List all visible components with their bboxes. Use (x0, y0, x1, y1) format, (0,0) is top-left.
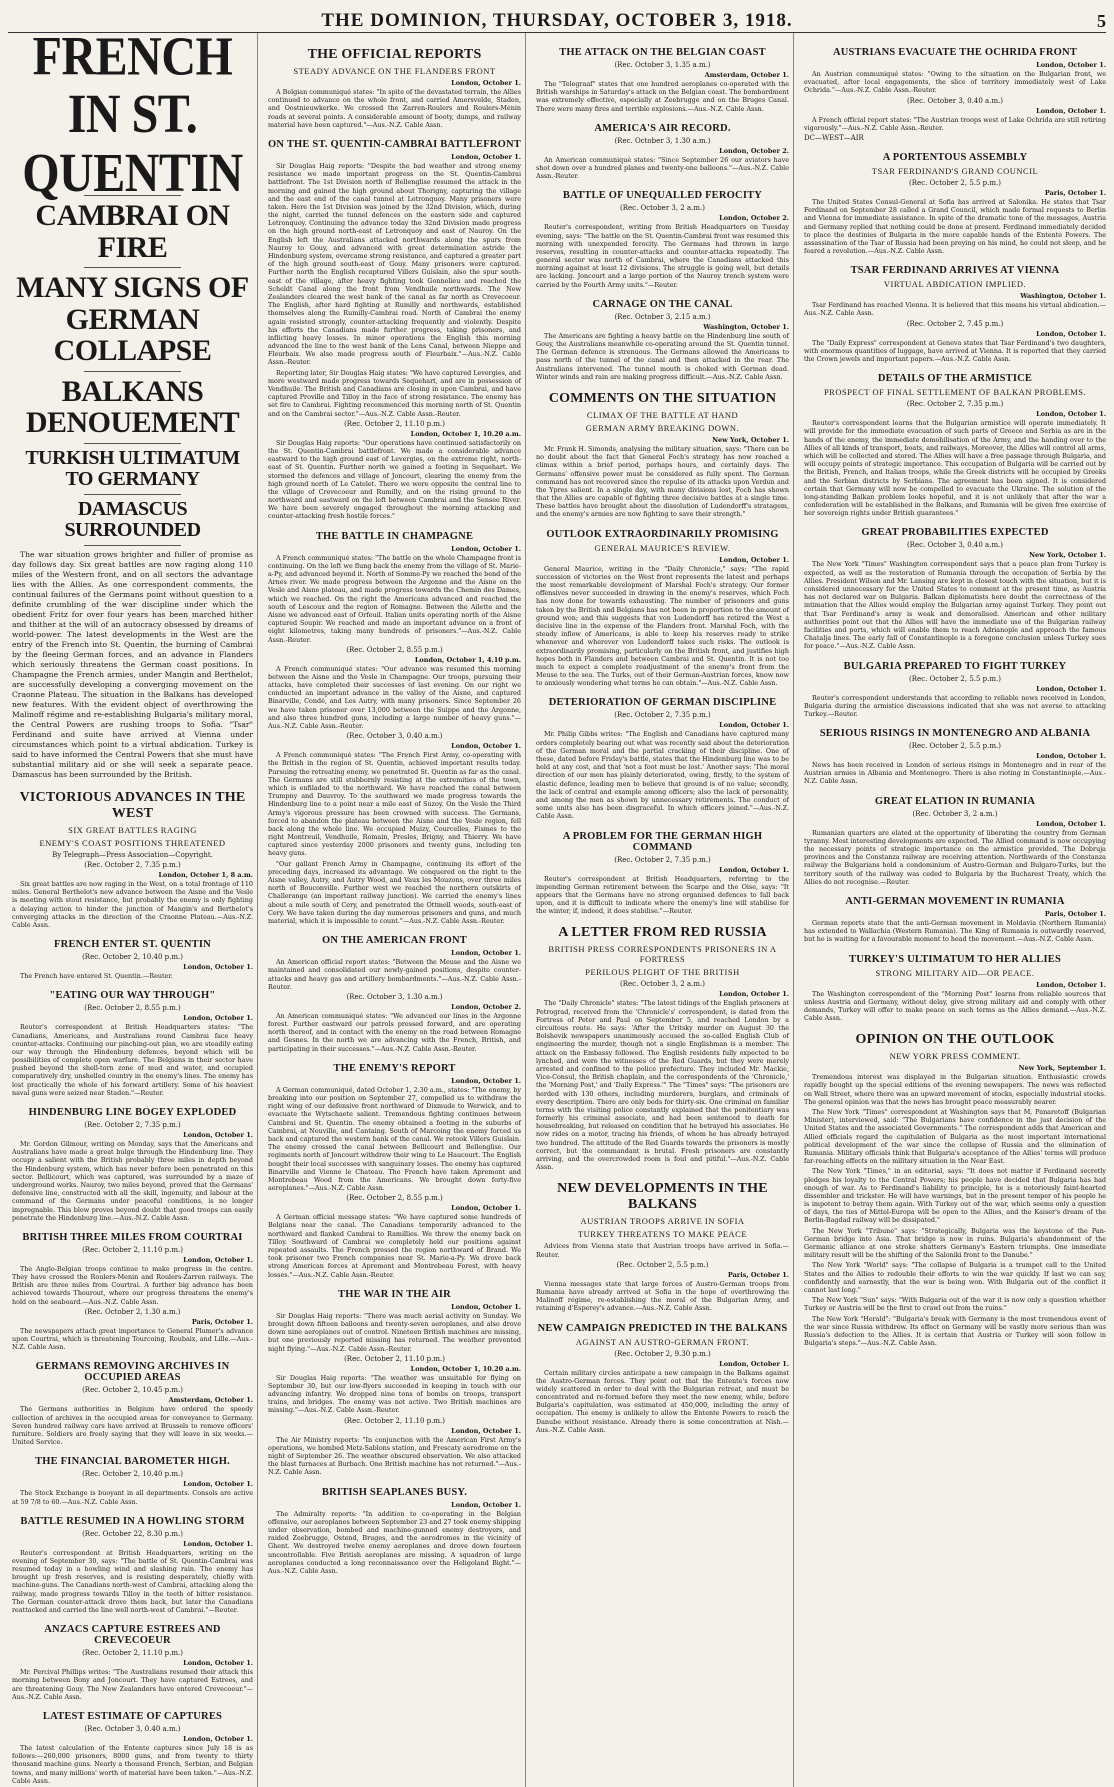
subheading: PROSPECT OF FINAL SETTLEMENT OF BALKAN PROBLEMS. (823, 387, 1087, 398)
section-heading: THE ENEMY'S REPORT (333, 1062, 456, 1074)
received-time: (Rec. October 22, 8.30 p.m.) (82, 1529, 183, 1538)
dateline: London, October 1. (719, 865, 789, 874)
dateline: London, October 1. (1036, 752, 1106, 761)
section-heading: ANZACS CAPTURE ESTREES AND CREVECOEUR (44, 1624, 221, 1647)
article-body: An American communiqué states: "We advanced our lines in the Argonne forest. Further eastward our patrols pressed forward, and are operating north thereof, and in contact with the enemy on the road between Romagne and Gesnes. In the north we are advancing with the French, British, and participating in their successes."—Aus.-N.Z. Cable Assn.-Reuter. (268, 1011, 521, 1053)
article-body: The latest calculation of the Entente captures since July 18 is as follows:—260,000 prisoners, 8000 guns, and from twenty to thirty thousand machine guns. Nearly a thousand French, Serbian, and Belgian towns, and many millions' worth of material have been taken."—Aus.-N.Z. Cable Assn. (12, 1743, 253, 1785)
received-time: (Rec. October 2, 8.55 p.m.) (346, 1194, 443, 1203)
dateline: London, October 1. (1036, 684, 1106, 693)
article-body: A French communiqué states: "Our advance was resumed this morning between the Aisne and the Vesle in Champagne. Our troops, pursuing their attacks, have completed their successes of last evening. On our right we conducted an important advance in the valley of the Aisne, and captured Binarville, Condé, and Les Autry, with many prisoners. Since September 26 we have taken prisoner over 13,000 between the Suippe and the Argonne, and also three hundred guns, including a large number of heavy guns."—Aus.-N.Z. Cable Assn.-Reuter. (268, 664, 521, 730)
dateline: London, October 1. (183, 1131, 253, 1140)
article-body: Mr. Gordon Gilmour, writing on Monday, says that the Americans and Australians have made a great bulge through the Hindenburg line. They occupy a salient with the British probably three miles in depth beyond the Hindenburg system, which has never before been penetrated on this sector. Bellicourt, which was captured, was surrounded by a maze of underground works. Nauroy, two miles beyond, proved that the Germans' defensive line, constructed with all the skill, ingenuity, and labour at the command of the Germans under peaceful conditions, is no longer impregnable. This blow proves beyond doubt that good troops can easily penetrate the Hindenburg line.—Aus.-N.Z. Cable Assn. (12, 1140, 253, 1222)
section-heading: BATTLE RESUMED IN A HOWLING STORM (20, 1515, 245, 1527)
article-body: An American official report states: "Between the Meuse and the Aisne we maintained and consolidated our newly-gained positions, despite counter-attacks and heavy gas and artillery bombardments."—Aus.-N.Z. Cable Assn.-Reuter. (268, 958, 521, 991)
received-time: (Rec. October 2, 7.35 p.m.) (84, 861, 181, 870)
article-body: Reuter's correspondent at British Headquarters, writing on the evening of September 30, says: "The battle of St. Quentin-Cambrai was resumed today in a howling wind and slashing rain. The enemy has brought up fresh reserves, and is resisting desperately, chiefly with machine-guns. The Canadians north-west of Cambrai, attacking along the railway, made progress towards Tilloy in the teeth of bitter resistance. The German counter-attack drove them back, but later the Canadians reattacked and carried the line well north-west of Cambrai."—Reuter. (12, 1548, 253, 1615)
dateline: Amsterdam, October 1. (704, 71, 789, 79)
dateline: Paris, October 1. (191, 1317, 253, 1326)
dateline: London, October 1. (183, 1014, 253, 1023)
dateline: Amsterdam, October 1. (168, 1396, 253, 1405)
dateline: Washington, October 1. (1020, 292, 1106, 301)
column-1 (8, 26, 258, 1787)
section-heading: TURKEY'S ULTIMATUM TO HER ALLIES (849, 953, 1061, 965)
dateline: London, October 2. (451, 1002, 521, 1011)
article-body: Reuter's correspondent, writing from British Headquarters on Tuesday evening, says: "The battle on the St. Quentin-Cambrai front was resumed this morning with unexpended ferocity. The Germans had thrown in large reserves, resulting in counter-attacks and counter-attacks repeatedly. The general sector was north of Cambrai, where the Canadians attacked this morning against at least 12 divisions. The struggle is going well, but details are lacking. Joncourt and a large portion of the Nauroy trench system were carried by the Fourth Army units."—Reuter. (536, 223, 789, 289)
dateline: London, October 1. (1036, 980, 1106, 989)
received-time: (Rec. October 2, 7.45 p.m.) (906, 319, 1004, 328)
received-time: (Rec. October 2, 11.10 p.m.) (344, 1354, 445, 1363)
section-heading: ON THE AMERICAN FRONT (322, 935, 467, 947)
dateline: Paris, October 1. (727, 1270, 789, 1279)
dateline: London, October 1. (719, 555, 789, 564)
article-body: Six great battles are now raging in the West, on a total frontage of 110 miles. General Berthelot's new advance between the Aisne and the Vesle is meeting with stout resistance, but probably the enemy is only fighting a delaying action to hinder the junction of Mangin's and Berthelot's converging attacks in the direction of the Craonne Plateau.—Aus.-N.Z. Cable Assn. (12, 880, 253, 929)
article-body: An Austrian communiqué states: "Owing to the situation on the Bulgarian front, we evacuated, after local engagements, the slice of territory immediately west of Lake Ochrida."—Aus.-N.Z. Cable Assn.-Reuter. (804, 70, 1106, 95)
article-body: The New York "Times" correspondent at Washington says that M. Panaretoff (Bulgarian Minister), interviewed, said: "The Bulgarians have confidence in the just decision of the United States and the associated Governments." The correspondent adds that American and Allied officials regard the capitulation of Bulgaria as the most important international political development of the war since the collapse of Russia and the elimination of Rumania. Military officials think that Bulgaria's acceptance of the Allies' terms will produce far-reaching effects on the military situation in the Near East. (804, 1108, 1106, 1166)
section-heading: THE BATTLE IN CHAMPAGNE (315, 530, 474, 542)
headline-damascus: DAMASCUS SURROUNDED (64, 497, 201, 541)
headline-turkish: TURKISH ULTIMATUM TO GERMANY (25, 446, 240, 490)
article-body: News has been received in London of serious risings in Montenegro and in rear of the Austrian armies in Albania and Montenegro. There is also rioting in Constantinople.—Aus.-N.Z. Cable Assn. (804, 761, 1106, 786)
section-heading: ON THE ST. QUENTIN-CAMBRAI BATTLEFRONT (268, 138, 521, 150)
column-2 (264, 33, 526, 1787)
dateline: London, October 1. (451, 1426, 521, 1435)
article-body: The New York "World" says: "The collapse of Bulgaria is a trumpet call to the United States and the Allies to redouble their efforts to win the war quickly. If last we can say, confidently and earnestly, that the war is being won. With Bulgaria out of the conflict it cannot last long." (804, 1261, 1106, 1294)
article-body: The New York "Tribune" says: "Strategically, Bulgaria was the keystone of the Pan-German bridge into Asia. That bridge is now in ruins. Bulgaria's abandonment of the Germanic alliance at one stroke shatters Germany's Eastern triumphs. One immediate military result will be the shifting of the Saloniki front to the Danube." (804, 1226, 1106, 1260)
dateline: London, October 1. (451, 152, 521, 161)
dateline: London, October 1. (1036, 61, 1106, 69)
subheading: STEADY ADVANCE ON THE FLANDERS FRONT (293, 66, 496, 76)
article-body: Mr. Frank H. Simonds, analysing the military situation, says: "There can be no doubt about the fact that General Foch's strategy has now reached a climax within a brief period, perhaps hours, and certainly days. The Germans' offensive power must be considered as fully spent. The German command has not recovered since the repulse of its attacks upon Verdun and the Ypres salient. In a single day, with many divisions lost, Foch has shown that the Allies are capable of fighting three decisive battles at a single time. These battles have brought about the dissolution of Ludendorff's stratagem, and the enemy's armies are now fighting to save their strength." (536, 444, 789, 519)
article-body: Reuter's correspondent at British Headquarters, referring to the impending German retirement between the Scarpe and the Oise, says: "It appears that the Germans have no strong organised defences to fall back upon, and it is difficult to indicate where the enemy's line will stabilise for the winter, if, indeed, it does stabilise."—Reuter. (536, 874, 789, 916)
received-time: (Rec. October 3, 2 a.m.) (912, 809, 998, 818)
dateline: London, October 1. (1036, 410, 1106, 419)
section-heading: BATTLE OF UNEQUALLED FEROCITY (562, 190, 763, 202)
subheading: PERILOUS PLIGHT OF THE BRITISH (585, 967, 740, 978)
article-body: General Maurice, writing in the "Daily Chronicle," says: "The rapid succession of victories on the West front represents the latest and perhaps the most remarkable development of Marshal Foch's strategy. Our former offensives never succeeded in drawing in the enemy's reserves, which Foch has now done for towards exhausting. The number of prisoners and guns taken by the British and Belgians has not been in proportion to the amount of ground won; and this suggests that von Ludendorff has retired the West a decisive line in the expense of the Flanders front. Marshal Foch, with the steady inflow of Americans, is able to keep his reserves ready to strike whenever and wherever von Ludendorff takes such risks. The outlook is extraordinarily promising, particularly on the British front, and justifies high hopes both in Flanders and between Cambrai and St. Quentin. It is not too much to expect a complete readjustment of the enemy's front from the Meuse to the sea. The Turks, out of their German-Austrian forces, know now to anxiously wondering what terms he can obtain."—Aus.-N.Z. Cable Assn. (536, 564, 789, 688)
article-body: The New York "Times" Washington correspondent says that a peace plan from Turkey is expected, as well as the restoration of Rumania through the occupation of Serbia by the Allies. President Wilson and Mr. Lansing are kept in closest touch with the situation, but it is considered unnecessary for the United States to comment at the present time, as Austria has not declared war on Bulgaria. Balkan diplomatists here doubt the correctness of the intimation that the Allies would employ the Bulgarian army against Turkey. They point out that Tsar Ferdinand's army is weak and demoralised. American and other military authorities point out that the Allies will have the immediate use of the Bulgarian railway facilities and ports, which will enable them to reach Adrianople and approach the famous Chatalja lines. The early fall of Constantinople is a foregone conclusion unless Turkey sues for peace."—Aus.-N.Z. Cable Assn. (804, 560, 1106, 651)
dateline: London, October 1. (451, 544, 521, 553)
section-heading: NEW DEVELOPMENTS IN THE BALKANS (557, 1181, 768, 1213)
article-body: The Admiralty reports: "In addition to co-operating in the Belgian offensive, our aeroplanes between September 23 and 27 took enemy shipping under observation, bombed and machine-gunned enemy destroyers, and raided Zeebrugge, Ostend, Bruges, and the aerodromes in the vicinity of Ghent. We destroyed twelve enemy aeroplanes and drove down fourteen uncontrollable. Five British aeroplanes are missing. A squadron of large aeroplanes conducted a long reconnaissance over the Heligoland Bight."—Aus.-N.Z. Cable Assn. (268, 1509, 521, 1575)
section-heading: ANTI-GERMAN MOVEMENT IN RUMANIA (845, 895, 1065, 907)
article-body: Sir Douglas Haig reports: "The weather was unsuitable for flying on September 30, but our low-flyers succeeded in keeping in touch with our advancing infantry. We dropped nine tons of bombs on troops, transport trains, and bridges. The enemy was not active. Two British machines are missing."—Aus.-N.Z. Cable Assn.-Reuter. (268, 1373, 521, 1415)
subheading: AGAINST AN AUSTRO-GERMAN FRONT. (575, 1336, 750, 1347)
section-heading: SERIOUS RISINGS IN MONTENEGRO AND ALBANIA (819, 728, 1091, 740)
received-time: (Rec. October 2, 10.40 p.m.) (82, 1470, 183, 1479)
section-heading: THE ATTACK ON THE BELGIAN COAST (559, 47, 766, 58)
dateline: London, October 1. (451, 949, 521, 958)
article-body: Mr. Philip Gibbs writes: "The English and Canadians have captured many orders completely bearing out what was recently said about the deterioration of the German moral and the partial cracking of their discipline. One of these, dated before Friday's battle, states that the Hindenburg line was to be held at any cost, and that 'not a foot must be lost.' Another says: 'The moral direction of our men has plainly deteriorated, owing, firstly, to the system of elastic defence, leading men to believe that ground is of no value; secondly, the lack of central and example among officers; also the lack of personality, and among the men as shown by unnecessary retirements. The conduct of some units also has been disgraceful. In which officers joined."—Aus.-N.Z. Cable Assn. (536, 730, 789, 821)
subheading: TSAR FERDINAND'S GRAND COUNCIL (871, 165, 1039, 176)
received-time: (Rec. October 2, 11.10 p.m.) (82, 1245, 183, 1254)
dateline: London, October 1. (719, 1359, 789, 1368)
received-time: (Rec. October 3, 2.15 a.m.) (614, 312, 711, 321)
section-heading: OPINION ON THE OUTLOOK (855, 1032, 1055, 1048)
section-heading: THE FINANCIAL BAROMETER HIGH. (35, 1456, 230, 1468)
dateline: London, October 1. (451, 1500, 521, 1509)
section-heading: CARNAGE ON THE CANAL (592, 298, 733, 310)
article-body: Sir Douglas Haig reports: "Despite the bad weather and strong enemy resistance we made important progress on the St. Quentin-Cambrai battlefront. The 1st Division north of Bellenglise resumed the attack in the morning and gained the high ground about Thorigny, capturing the village and the east end of the canal tunnel at Letronquoy. Many prisoners were taken. Here the 1st Division was joined by the 32nd Division, which, during the night, carried the tunnel defences on the eastern side and captured Letronquoy. Continuing the advance today the 32nd Division made progress on the high ground north-east of Letronquoy and east of Nauroy. On the English left the Australians attacked northwards along the spurs from Nauroy to Gouy, and advanced with great determination astride the Hindenburg system, overcame strong resistance, and captured a greater part of the high ground south-east of Gouy. Many prisoners were captured. Further north the English recaptured Villers Guislain, also the spur south-east of the village, after heavy fighting took Gonnelieu and reached the Scheldt Canal along the front from Vendhuile northwards. The New Zealanders cleared the west bank of the canal as far north as Crevecoeur. The English, after hard fighting at Rumilly and northwards, established themselves along the Rumilly-Cambrai road. North of Cambrai the enemy again resisted strongly, counter-attacking frequently and violently. Despite his efforts the Canadians made further progress, taking prisoners, and inflicting heavy losses. In minor operations the English this morning advanced the line to the west bank of the Lens Canal, between Nieppe and Fleurbaix. We also made progress south of Fleurbaix."—Aus.-N.Z. Cable Assn.-Reuter. (268, 161, 521, 367)
received-time: (Rec. October 2, 1.30 a.m.) (84, 1307, 181, 1316)
article-body: A Belgian communiqué states: "In spite of the devastated terrain, the Allies continued to advance on the whole front, and carried Amersvelde, Staden, and Oostnieuwkerke. We crossed the Zarren-Roulers and Roulers-Menin roads at several points. A considerable amount of booty, dumps, and railway material have been captured."—Aus.-N.Z. Cable Assn. (268, 88, 521, 129)
dateline: London, October 1. (1036, 329, 1106, 338)
section-heading: BRITISH THREE MILES FROM COURTRAI (22, 1231, 243, 1243)
article-body: Reuter's correspondent learns that the Bulgarian armistice will operate immediately. It will provide for the immediate evacuation of such parts of Greece and Serbia as are in the hands of the enemy, the immediate demobilisation of the Army, and the handing over to the Allies of all kinds of transport, boats, and railways. Moreover, the Allies will control all arms, which will be collected and stored. The Allies will have a free passage through Bulgaria, and will occupy points of strategic importance. This occupation of Bulgaria will be carried out by the British, French, and Italian troops, while the Greek districts will be occupied by Greeks and the Serbian districts by Serbians. The agreement has been signed. It is considered certain that Germany will now be compelled to evacuate the Ukraine. The solution of the long-standing Balkan problem looks hopeful, and it is not unlikely that after the war a confederation will be established in the Balkans, and Rumania will be given free exercise of her sovereign rights under British guarantees." (804, 419, 1106, 518)
dateline: New York, October 1. (1029, 551, 1106, 560)
received-time: (Rec. October 2, 7.35 p.m.) (614, 855, 711, 864)
dateline: London, October 1, 8 a.m. (158, 871, 253, 880)
subheading: TURKEY THREATENS TO MAKE PEACE (577, 1229, 748, 1240)
article-body: Tsar Ferdinand has reached Vienna. It is believed that this means his virtual abdication.—Aus.-N.Z. Cable Assn. (804, 301, 1106, 318)
section-heading: THE WAR IN THE AIR (338, 1288, 451, 1300)
dateline: London, October 1, 4.10 p.m. (414, 655, 521, 664)
received-time: (Rec. October 3, 0.40 a.m.) (84, 1724, 181, 1733)
article-body: Rumanian quarters are elated at the opportunity of liberating the country from German tyranny. Most interesting developments are expected. The Allied command is now occupying the necessary points of strategic importance on the armistice provided. The Dobruja provinces and the Constanza railway are receiving attention. Northwards of the Constanza railway the Bulgarians hold a condominium of Austro-German and Bulgaro-Turks, but the territory south of the railway was ceded to Bulgaria by the Bucharest Treaty, which the Allies do not recognise.—Reuter. (804, 828, 1106, 886)
dateline: London, October 1. (451, 79, 521, 87)
received-time: (Rec. October 2, 7.35 p.m.) (614, 711, 711, 720)
article-body: Sir Douglas Haig reports: "Our operations have continued satisfactorily on the St. Quentin-Cambrai battlefront. We made a considerable advance eastward to the high ground east of Levergies, on the extreme right, north-east of St. Quentin. Further north we gained a footing in Sequehart. We stormed the defences and village of Joncourt, clearing the enemy from the high ground north of Le Catelet. There we were opposite the central line to the village of Crevecoeur and Rumilly, and on the rising ground to the northward and eastward on the left between Cambrai and the Sensee River. We have been severely engaged throughout the morning attacking and counter-attacking fresh hostile forces." (268, 438, 521, 521)
article-body: The Washington correspondent of the "Morning Post" learns from reliable sources that unless Austria and Germany, without delay, give strong military aid and comply with other demands, Turkey will offer to make peace on such terms as the Allies demand.—Aus.-N.Z. Cable Assn. (804, 989, 1106, 1023)
dateline: London, October 1. (451, 1302, 521, 1311)
dateline: London, October 1. (183, 963, 253, 972)
article-body: An American communiqué states: "Since September 26 our aviators have shot down over a hundred planes and twenty-one balloons."—Aus.-N.Z. Cable Assn.-Reuter. (536, 155, 789, 181)
article-body: "Our gallant French Army in Champagne, continuing its effort of the preceding days, increased its advantage. We conquered on the right to the Aisne valley, Autry, and Autry Wood, and Vaux les Mouzons, over three miles north of Bouconville. Further west we reached the northern outskirts of Challerange (an important railway junction). We carried the enemy's lines about a mile south of Cery, and penetrated the Ottmell woods, south-east of Cery. We have taken during the day numerous prisoners and guns, and much material, which it is impossible to count."—Aus.-N.Z. Cable Assn.-Reuter. (268, 859, 521, 925)
article-body: The Stock Exchange is buoyant in all departments. Consols are active at 59 7/8 to 60.—Aus.-N.Z. Cable Assn. (12, 1489, 253, 1506)
main-headline: FRENCH IN ST. QUENTIN (22, 26, 243, 204)
section-heading: TSAR FERDINAND ARRIVES AT VIENNA (850, 265, 1060, 277)
received-time: (Rec. October 2, 8.55 p.m.) (346, 645, 443, 654)
dateline: London, October 1. (1036, 819, 1106, 828)
received-time: (Rec. October 3, 1.30 a.m.) (346, 992, 443, 1001)
dateline: London, October 1, 10.20 a.m. (410, 429, 521, 438)
received-time: (Rec. October 3, 0.40 a.m.) (906, 96, 1004, 105)
section-heading: DETERIORATION OF GERMAN DISCIPLINE (548, 697, 777, 709)
byline: By Telegraph—Press Association—Copyright. (52, 851, 213, 860)
dateline: London, October 1. (719, 990, 789, 999)
article-body: The New York "Herald": "Bulgaria's break with Germany is the most tremendous event of the war since Russia withdrew. Its effect on Germany will be vastly more serious than was Russia's defection to the Allies. It is certain that Austria or Turkey will soon follow in Bulgaria's steps."—Aus.-N.Z. Cable Assn. (804, 1314, 1106, 1348)
article-body: The Germans authorities in Belgium have ordered the speedy collection of archives in the occupied areas for conveyance to Germany. Seven hundred railway cars have arrived at Brussels to remove officers' furniture. Soldiers are freely saying that they will leave in six weeks.—United Service. (12, 1405, 253, 1447)
received-time: (Rec. October 2, 7.35 p.m.) (84, 1121, 181, 1130)
received-time: (Rec. October 2, 5.5 p.m.) (616, 1260, 709, 1269)
dateline: London, October 2. (719, 146, 789, 155)
article-body: A French official report states: "The Austrian troops west of Lake Ochrida are still retiring vigorously."—Aus.-N.Z. Cable Assn.-Reuter. (804, 115, 1106, 132)
section-heading: NEW CAMPAIGN PREDICTED IN THE BALKANS (537, 1322, 788, 1334)
dateline: London, October 1. (183, 1734, 253, 1743)
section-heading: A LETTER FROM RED RUSSIA (558, 925, 767, 941)
section-heading: COMMENTS ON THE SITUATION (548, 390, 777, 406)
article-body: A French communiqué states: "The French First Army, co-operating with the British in the region of St. Quentin, achieved important results today. Pursuing the retreating enemy, we penetrated St. Quentin as far as the canal. The Germans are still stubbornly resisting at the extremities of the town, which is enfiladed to the northward. We have reached the canal between Trumpny and Dauvroy. To the southward we made progress towards the Hindenburg line to a point near a mile east of Suzoy. On the Vesle the Third Army's vigorous pressure has been crowned with success. The Germans, forced to abandon the plateau between the Aisne and the Vesle region, fell back along the whole line. We occupied Muizy, Courcelles, Fismes to the right Montreuil, Vendhuile, Romain, Presles, Brigny, and Thierry. We have captured since yesterday 2000 prisoners and twenty guns, including ten heavy guns. (268, 751, 521, 858)
dateline: London, October 1. (451, 1204, 521, 1213)
dateline: London, October 1. (719, 721, 789, 730)
received-time: (Rec. October 3, 0.40 a.m.) (346, 732, 443, 741)
dateline: London, October 1. (1036, 106, 1106, 115)
subheading: ENEMY'S COAST POSITIONS THREATENED (39, 838, 226, 849)
received-time: (Rec. October 2, 10.40 p.m.) (82, 953, 183, 962)
article-body: The "Daily Express" correspondent at Geneva states that Tsar Ferdinand's two daughters, with enormous quantities of luggage, have arrived at Vienna. It is reported that they carried the Crown jewels and important papers.—Aus.-N.Z. Cable Assn. (804, 338, 1106, 363)
article-body: Certain military circles anticipate a new campaign in the Balkans against the Austro-German forces. They point out that the Entente's forces now widely scattered in order to deal with the Bulgarian retreat, and must be concentrated and re-formed before they meet the new enemy, while, before Bulgaria's capitulation, was estimated at 450,000, including the army of occupation. The enemy is unlikely to allow the Entente Powers to reach the Danube without resistance. Already there is some concentration at Nish.—Aus.-N.Z. Cable Assn. (536, 1368, 789, 1434)
article-body: The United States Consul-General at Sofia has arrived at Salonika. He states that Tsar Ferdinand on September 28 called a Grand Council, which made formal requests to Berlin and Vienna for immediate assistance. In spite of the dramatic tone of the messages, Austria and Germany replied that nothing could be done at present. Ferdinand immediately decided to place the destinies of Bulgaria in the more capable hands of the Entente Powers. The assassination of the Tsar of Russia had been preying on his mind, he could not sleep, and he feared a revolution.—Aus.-N.Z. Cable Assn. (804, 197, 1106, 256)
headline-cambrai: CAMBRAI ON FIRE (35, 199, 230, 264)
section-heading: FRENCH ENTER ST. QUENTIN (54, 939, 211, 951)
section-heading: DETAILS OF THE ARMISTICE (877, 373, 1033, 385)
dateline: Paris, October 1. (1044, 188, 1106, 197)
dateline: London, October 1, 10.20 a.m. (410, 1364, 521, 1373)
article-body: Reporting later, Sir Douglas Haig states: "We have captured Levergies, and more westward made progress towards Sequehart, and are in possession of Vendhuile. The British and Canadians are closing in upon Cambrai, and have captured Proville and Tilloy in the face of strong resistance. The enemy has set fire to Cambrai. Fighting recommenced this morning north of St. Quentin and on the Cambrai sector."—Aus.-N.Z. Cable Assn.-Reuter. (268, 368, 521, 418)
article-body: The New York "Times," in an editorial, says: "It does not matter if Ferdinand secretly pledges his loyalty to the Central Powers; his people have decided that Bulgaria has had enough of war. As to Ferdinand's liability to principle, he is a notoriously faint-hearted dissembler and trickster. He will have warnings, but in the present temper of his people he is impotent to betray them again. With Turkey out of the war, which seems only a question of days, the ties of Mittel-Europa will be open to the Allies, and the Kaiser's dream of the Berlin-Bagdad railway will be dissipated." (804, 1167, 1106, 1225)
article-body: A German official message states: "We have captured some hundreds of Belgians near the canal. The Canadians temporarily advanced to the northward and flanked Cambrai to Ramillies. We threw the enemy back on Tilloy. Southward of Cambrai we completely held our positions against repeated assaults. The French pressed the region northward of Brand. We took prisoner two French companies near St. Marie-a-Py. We drove back strong American forces at Apremont and Montrebeau Forest, with heavy losses."—Aus.-N.Z. Cable Assn.-Reuter. (268, 1213, 521, 1279)
lead-paragraph: The war situation grows brighter and fuller of promise as day follows day. Six great battles are now raging along 110 miles of the Western front, and on all sectors the advantage lies with the Allies. As one correspondent comments, the continual failures of the Germans point without question to a definite crumbling of the war discipline under which the obedient Fritz for over four years has been marched hither and thither at the will of an autocracy obsessed by dreams of world-power. The latest developments in the West are the entry of the French into St. Quentin, the burning of Cambrai by the fleeing German forces, and an advance in Flanders which seriously threatens the German coast positions. In Champagne the French armies, under Mangin and Berthelot, are successfully developing a converging movement on the Craonne Plateau. The situation in the Balkans has developed new features. With the evident object of overthrowing the Malinoff régime and re-establishing Bulgaria's military moral, the Central Powers are rushing troops to Sofia. "Tsar" Ferdinand and suite have arrived at Vienna under circumstances which point to a virtual abdication. Turkey is said to have informed the Central Powers that she must have substantial military aid or she will seek a separate peace. Damascus has been surrounded by the British. (12, 549, 253, 780)
received-time: (Rec. October 2, 8.55 p.m.) (84, 1004, 181, 1013)
article-body: Reuter's correspondent understands that according to reliable news received in London, Bulgaria during the armistice discussions indicated that she was not averse to attacking Turkey.—Reuter. (804, 693, 1106, 718)
dateline: New York, October 1. (712, 435, 789, 444)
article-body: German reports state that the anti-German movement in Moldavia (Northern Rumania) has extended to Wallachia (Western Rumania). The King of Rumania is outwardly reserved, but he is waiting for a favourable moment to head the movement.—Aus.-N.Z. Cable Assn. (804, 918, 1106, 944)
received-time: (Rec. October 2, 5.5 p.m.) (909, 674, 1001, 683)
section-heading: OUTLOOK EXTRAORDINARILY PROMISING (546, 528, 779, 540)
section-heading: VICTORIOUS ADVANCES IN THE WEST (19, 790, 246, 822)
dateline: London, October 1. (183, 1659, 253, 1668)
dateline: Paris, October 1. (1044, 909, 1106, 918)
section-heading: AUSTRIANS EVACUATE THE OCHRIDA FRONT (832, 47, 1078, 58)
article-body: The Americans are fighting a heavy battle on the Hindenburg line south of Gouy, the Australians meanwhile co-operating around the St. Quentin tunnel. The German defence is strenuous. The Germans allowed the Americans to pass north of the tunnel of the canal and then attacked in the rear. The Australians intervened. The tunnel mouth is choked with German dead. Winter winds and rain are making progress difficult.—Aus.-N.Z. Cable Assn. (536, 331, 789, 381)
article-body: The Anglo-Belgian troops continue to make progress in the centre. They have crossed the Roulers-Menin and Roulers-Zarren railways. The British are three miles from Courtrai. A further big advance has been achieved towards Thourout, where our progress threatens the enemy's hold on the seaboard.—Aus.-N.Z. Cable Assn. (12, 1264, 253, 1306)
section-heading: HINDENBURG LINE BOGEY EXPLODED (28, 1107, 237, 1119)
section-heading: BRITISH SEAPLANES BUSY. (321, 1486, 468, 1498)
article-body: Mr. Percival Phillips writes: "The Australians resumed their attack this morning between Bony and Joncourt. They have captured Estrees, and are threatening Gouy. The New Zealanders have entered Crevecoeur."—Aus.-N.Z. Cable Assn. (12, 1668, 253, 1701)
masthead-title: THE DOMINION, THURSDAY, OCTOBER 3, 1918. (321, 10, 793, 31)
wire-tag: DC—WEST—AIR (804, 133, 864, 142)
headline-balkans: BALKANS DENOUEMENT (25, 374, 240, 440)
article-body: The Air Ministry reports: "In conjunction with the American First Army's operations, we bombed Metz-Sablons station, and Frescaty aerodrome on the night of September 26. The weather obscured observation. We also attacked the blast furnaces at Burbach. One British machine has not returned."—Aus.-N.Z. Cable Assn. (268, 1435, 521, 1477)
article-body: The "Telegraaf" states that one hundred aeroplanes co-operated with the British warships in Saturday's attack on the Belgian coast. The bombardment was extremely effective, especially at Zeebrugge and on the Bruges Canal. There were many fires and terrible explosions.—Aus.-N.Z. Cable Assn. (536, 80, 789, 113)
article-body: Advices from Vienna state that Austrian troops have arrived in Sofia.—Reuter. (536, 1242, 789, 1259)
received-time: (Rec. October 3, 0.40 a.m.) (906, 541, 1004, 550)
section-heading: GREAT PROBABILITIES EXPECTED (861, 527, 1049, 539)
section-heading: AMERICA'S AIR RECORD. (594, 122, 731, 134)
received-time: (Rec. October 2, 11.10 p.m.) (82, 1649, 183, 1658)
received-time: (Rec. October 3, 1.35 a.m.) (614, 61, 711, 69)
subheading: GERMAN ARMY BREAKING DOWN. (585, 422, 740, 433)
headline-collapse: MANY SIGNS OF GERMAN COLLAPSE (16, 271, 249, 368)
section-heading: A PROBLEM FOR THE GERMAN HIGH COMMAND (562, 830, 763, 853)
article-body: The newspapers attach great importance to General Plumer's advance upon Courtrai, which is threatening Tourcoing, Roubaix, and Lille.—Aus.-N.Z. Cable Assn. (12, 1326, 253, 1352)
dateline: Washington, October 1. (703, 322, 789, 331)
received-time: (Rec. October 2, 9.30 p.m.) (614, 1349, 711, 1358)
page-number: 5 (1097, 11, 1106, 31)
subheading: SIX GREAT BATTLES RAGING (68, 825, 197, 836)
article-body: A German communiqué, dated October 1, 2.30 a.m., states: "The enemy, by breaking into our position on September 27, compelled us to withdraw the right wing of our defensive front northward of Dixmude to Werwick, and to evacuate the Wytschaete salient. Tremendous fighting continues between Cambrai and St. Quentin. The enemy obtained a footing in the suburbs of Cambrai, at Neuville, and Cantaing. South of Marcoing the enemy forced us back and captured the western bank of the canal. We retook Villers Guislain. The enemy crossed the canal between Bellicourt and Bellenglise. Our regiments north of Joncourt withdrew their wing to Le Haucourt. The English bought their local successes with sanguinary losses. The enemy has captured Binarville and Vienne le Chateau. The French have taken Apremont and Montrebeau Wood from the Americans. We brought down forty-five aeroplanes."—Aus.-N.Z. Cable Assn. (268, 1085, 521, 1193)
column-4 (800, 33, 1110, 1787)
dateline: London, October 1. (183, 1480, 253, 1489)
received-time: (Rec. October 3, 1.30 a.m.) (614, 136, 711, 145)
received-time: (Rec. October 2, 5.5 p.m.) (909, 178, 1001, 187)
column-3 (532, 33, 794, 1787)
dateline: London, October 1. (183, 1539, 253, 1548)
dateline: London, October 1. (183, 1255, 253, 1264)
subheading: CLIMAX OF THE BATTLE AT HAND (586, 409, 739, 420)
section-heading: THE OFFICIAL REPORTS (307, 47, 482, 62)
section-heading: BULGARIA PREPARED TO FIGHT TURKEY (843, 660, 1067, 672)
dateline: New York, September 1. (1018, 1064, 1106, 1073)
article-body: The "Daily Chronicle" states: "The latest tidings of the English prisoners at Petrograd, received from the 'Chronicle's' correspondent, is dated from the Fortress of Peter and Paul on September 5, and reached London by a circuitous route. He says: 'After the Uritsky murder on August 30 the Bolshevik newspapers unanimously accused the so-called English Club of engineering the murder, though not a single Englishman is a member. The attack on the Embassy followed. The English residents fully expected to be lynched, and were the witnesses of the Red Guards, but they were merely arrested and confined to the police prefecture. They included Mr. Mackie, Vice-Consul, the British chaplain, and the correspondents of the 'Chronicle,' the 'Morning Post,' and 'Daily Express.'" The "Times" says: "The prisoners are herded with 130 others, including murderers, burglars, and criminals of every description. There are only beds for thirty-six. One criminal on familiar terms with the visiting police constantly explained that the penitentiary was formerly his criminal associate, and had been sentenced to death for housebreaking, but released on condition that he betrayed his associates. He now rides on a motor, tracing his friends, of whom he has already betrayed two hundred. The attitude of the Red Guards towards the prisoners is mostly correct, but the commandant is brutal. Fresh prisoners are constantly arriving, and the overcrowded room is foul and pitiful."—Aus.-N.Z. Cable Assn. (536, 999, 789, 1172)
section-heading: A PORTENTOUS ASSEMBLY (882, 151, 1028, 163)
dateline: London, October 1. (451, 742, 521, 751)
received-time: (Rec. October 2, 11.10 p.m.) (344, 1416, 445, 1425)
section-heading: GREAT ELATION IN RUMANIA (874, 795, 1036, 807)
received-time: (Rec. October 2, 10.45 p.m.) (82, 1386, 183, 1395)
subheading: NEW YORK PRESS COMMENT. (889, 1051, 1021, 1062)
received-time: (Rec. October 2, 5.5 p.m.) (909, 742, 1001, 751)
article-body: The French have entered St. Quentin.—Reuter. (20, 972, 173, 981)
subheading: VIRTUAL ABDICATION IMPLIED. (883, 279, 1027, 290)
article-body: Sir Douglas Haig reports: "There was much aerial activity on Sunday. We brought down fifteen balloons and twenty-seven aeroplanes, and also drove down nine aeroplanes out of control. Nineteen British machines are missing, but one previously reported missing has returned. The weather prevented night flying."—Aus.-N.Z. Cable Assn.-Reuter. (268, 1311, 521, 1353)
section-heading: GERMANS REMOVING ARCHIVES IN OCCUPIED AREAS (35, 1361, 230, 1384)
dateline: London, October 1. (451, 1076, 521, 1085)
section-heading: "EATING OUR WAY THROUGH" (49, 990, 216, 1002)
received-time: (Rec. October 3, 2 a.m.) (620, 204, 705, 213)
subheading: AUSTRIAN TROOPS ARRIVE IN SOFIA (580, 1216, 745, 1227)
article-body: Vienna messages state that large forces of Austro-German troops from Rumania have already arrived at Sofia in the hope of overthrowing the Malinoff régime, re-establishing the moral of the Bulgarian Army, and retaining d'Esperey's advance.—Aus.-N.Z. Cable Assn. (536, 1279, 789, 1313)
subheading: BRITISH PRESS CORRESPONDENTS PRISONERS IN A FORTRESS (548, 944, 777, 965)
dateline: London, October 2. (719, 214, 789, 223)
received-time: (Rec. October 2, 11.10 p.m.) (344, 419, 445, 428)
section-heading: LATEST ESTIMATE OF CAPTURES (42, 1710, 223, 1722)
subheading: GENERAL MAURICE'S REVIEW. (594, 542, 731, 553)
received-time: (Rec. October 3, 2 a.m.) (620, 980, 705, 989)
article-body: The New York "Sun" says: "With Bulgaria out of the war it is now only a question whether Turkey or Austria will be the first to crawl out from the ruins." (804, 1296, 1106, 1313)
subheading: STRONG MILITARY AID—OR PEACE. (875, 967, 1035, 978)
article-body: Reuter's correspondent at British Headquarters states: "The Canadians, Americans, and Australians round Cambrai face heavy counter-attacks. Continuing our pinching-out plan, we are steadily eating our way through the Hindenburg defences, beyond which will be possibilities of complete open warfare. The Belgians in their sector have pushed beyond the shell-torn zone of mud and water, and occupied comparatively dry, unshelled country in the enemy's lines. The enemy has lost practically the whole of his forward artillery. Some of his heaviest naval guns were seized near Staden."—Reuter. (12, 1023, 253, 1097)
article-body: A French communiqué states: "The battle on the whole Champagne front is continuing. On the left we flung back the enemy from the village of St. Marie-a-Py, and advanced beyond it. North of Somme-Py we reached the bend of the Arnes river. We made progress between the Argonne and the Aisne on the Vesle and Aisne plateau, and made progress towards the Chemin des Dames, which we reached. On the right the Americans advanced and reached the south of Lescoux and the region of Romagne. Between the Ailette and the Aisne we advanced east of Orfeuil. Italian units operating north of the Aisne captured Soupir. We reached and made an important advance on a front of eight kilometres, taking many hundreds of prisoners."—Aus.-N.Z. Cable Assn.-Reuter. (268, 553, 521, 644)
received-time: (Rec. October 2, 7.35 p.m.) (906, 400, 1004, 409)
article-body: Tremendous interest was displayed in the Bulgarian situation. Enthusiastic crowds rapidly bought up the special editions of the evening newspapers. The news was reflected on Wall Street, where there was an upward movement of stocks, especially industrial stocks. The general opinion was that the news has brought peace measurably nearer. (804, 1073, 1106, 1106)
